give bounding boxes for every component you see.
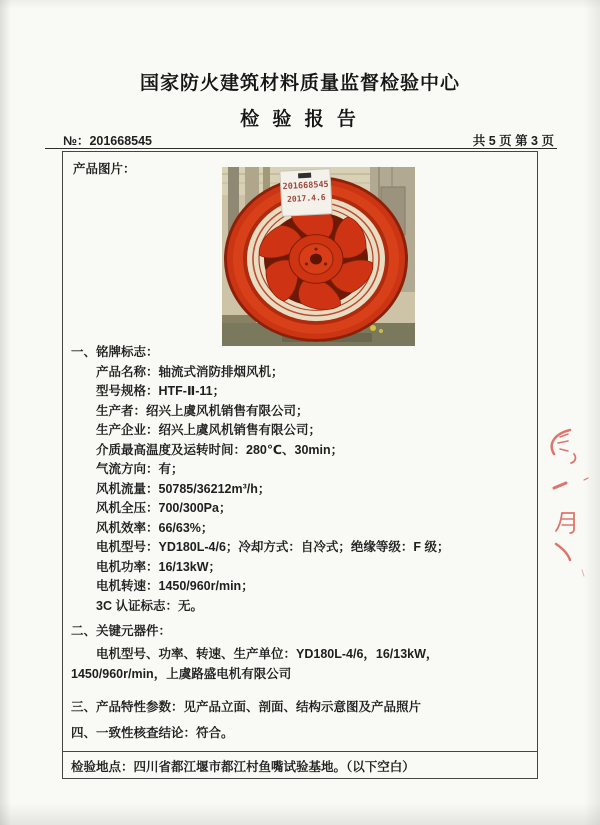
nameplate-line: 生产者：绍兴上虞风机销售有限公司； xyxy=(96,403,309,418)
nameplate-line: 3C 认证标志：无。 xyxy=(96,598,203,613)
page-title: 国家防火建筑材料质量监督检验中心 xyxy=(139,73,460,94)
section-key-components-heading: 二、关键元器件： xyxy=(71,624,172,638)
report-number-value: 201668545 xyxy=(89,134,153,148)
inspection-location: 检验地点：四川省都江堰市都江村鱼嘴试验基地。（以下空白） xyxy=(71,760,415,774)
section-consistency: 四、一致性核查结论：符合。 xyxy=(71,726,234,740)
report-meta-row xyxy=(63,131,554,149)
nameplate-line: 产品名称：轴流式消防排烟风机； xyxy=(96,364,284,379)
nameplate-line: 电机功率：16/13kW； xyxy=(96,559,222,574)
red-stamp xyxy=(540,420,596,580)
tag-date: 2017.4.6 xyxy=(286,192,326,204)
report-number xyxy=(63,131,152,149)
fan-photo-illustration xyxy=(222,167,415,346)
nameplate-line: 风机效率：66/63%； xyxy=(96,520,214,535)
product-photo xyxy=(222,167,415,346)
footer-divider xyxy=(63,751,537,752)
tag-number: 201668545 xyxy=(282,179,329,193)
nameplate-line: 生产企业：绍兴上虞风机销售有限公司； xyxy=(96,423,322,437)
page-count: 共 5 页 第 3 页 xyxy=(472,134,554,148)
report-title: 检 验 报 告 xyxy=(240,109,360,130)
sample-tag xyxy=(280,169,332,217)
content-box xyxy=(62,151,538,779)
nameplate-line: 风机流量：50785/36212m³/h； xyxy=(96,481,271,496)
nameplate-line: 介质最高温度及运转时间：280℃、30min； xyxy=(96,442,344,457)
nameplate-line: 电机转速：1450/960r/min； xyxy=(96,579,254,593)
report-number-label: №： xyxy=(63,134,90,148)
section-key-components-text: 电机型号、功率、转速、生产单位：YD180L-4/6，16/13kW，1450/960r/min，上虞路盛电机有限公司 xyxy=(71,647,439,681)
nameplate-line: 风机全压：700/300Pa； xyxy=(96,501,232,515)
section-nameplate-heading: 一、铭牌标志： xyxy=(71,345,159,359)
nameplate-line: 电机型号：YD180L-4/6；冷却方式：自冷式；绝缘等级：F 级； xyxy=(96,540,450,554)
section-nameplate xyxy=(71,343,529,616)
header-rule xyxy=(45,148,557,149)
section-characteristics: 三、产品特性参数：见产品立面、剖面、结构示意图及产品照片 xyxy=(71,700,422,714)
nameplate-line: 气流方向：有； xyxy=(96,462,184,476)
product-photo-label: 产品图片： xyxy=(73,162,136,176)
nameplate-line: 型号规格：HTF-Ⅱ-11； xyxy=(96,384,226,398)
